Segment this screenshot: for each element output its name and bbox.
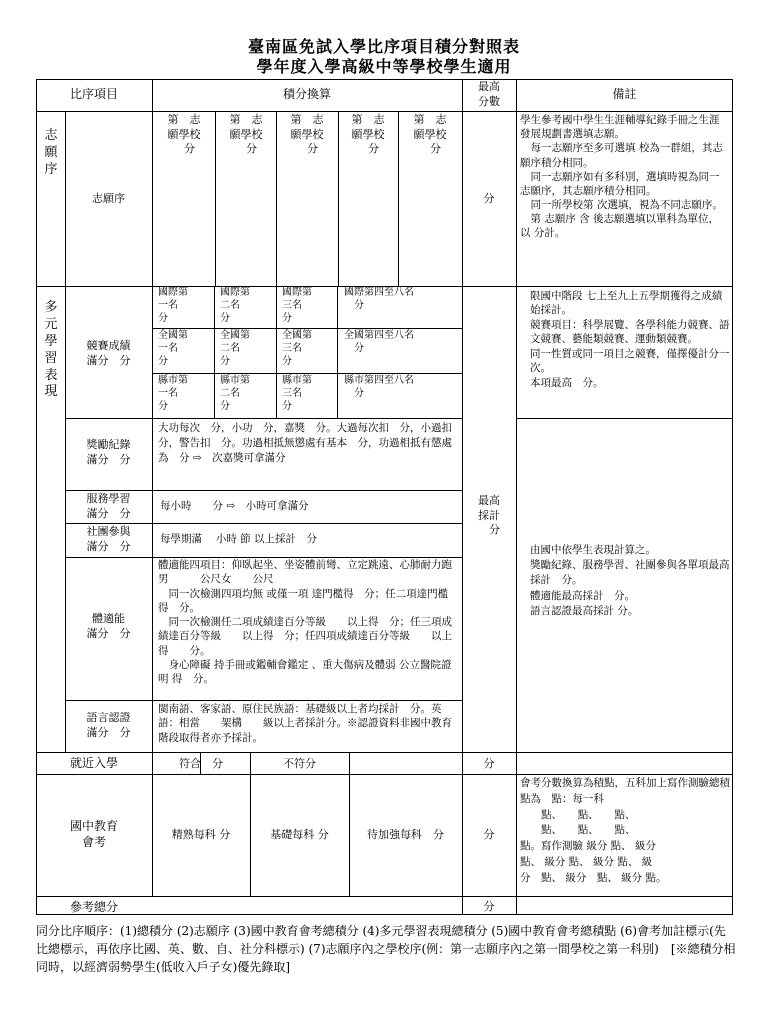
contest-cell: 全國第 二名 分 [220,330,250,367]
row-divider [36,752,733,753]
exam-level: 基礎每科 分 [270,828,329,841]
exam-level: 精熟每科 分 [171,828,231,841]
exam-label: 國中教育 會考 [69,819,118,849]
wish-option: 第 志 願學校 分 [229,113,263,156]
exam-level: 待加強每科 分 [367,828,444,841]
footnote: 同分比序順序：(1)總積分 (2)志願序 (3)國中教育會考總積分 (4)多元學習表現總積分 (5)國中教育會考總積點 (6)會考加註標示(先比總標示，再依序比國、英、數、自、社分科標示) (7)志願序內之學校序(例：第一志願序內之第一間學校之第一科別) [※總積分相同時，以經濟弱勢學生(低收入戶子女)優先錄取] [36,924,736,974]
language-label: 語言認證 滿分 分 [86,711,131,739]
diverse-remark: 由國中依學生表現計算之。 獎勵紀錄、服務學習、社團參與各單項最高採計 分。 體適能最高採計 分。 語言認證最高採計 分。 [530,544,730,617]
contest-cell: 國際第 三名 分 [282,287,312,324]
nearby-no: 不符分 [283,757,316,770]
wish-option: 第 志 願學校 分 [167,113,201,156]
club-text: 每學期滿 小時 節 以上採計 分 [160,533,318,545]
wish-option: 第 志 願學校 分 [351,113,385,156]
wish-group-label: 志 願 序 [44,128,58,177]
contest-cell: 全國第 三名 分 [282,330,312,367]
contest-cell: 縣市第 一名 分 [158,375,188,412]
diverse-max: 最高 採計 分 [478,494,500,537]
row-divider [65,700,462,701]
row-divider [65,523,462,524]
header-remark: 備註 [612,87,637,101]
contest-cell: 縣市第 二名 分 [220,375,250,412]
col-divider [214,286,215,418]
contest-cell: 全國第 一名 分 [158,330,188,367]
nearby-yes: 符合 分 [179,757,223,770]
fitness-label: 體適能 滿分 分 [86,612,131,640]
fitness-text: 體適能四項目：仰臥起坐、坐姿體前彎、立定跳遠、心肺耐力跑 男 公尺女 公尺 同一次檢測四項均無 或僅一項 達門檻得 分；任二項達門檻得 分。 同一次檢測任二項成績達百分等級 以上得 分；任三項成績達百分等級 以上得 分；任四項成績達百分等級 以上得 分。 身心障礙 持手冊或鑑輔會鑑定 、重大傷病及體弱 公立醫院證明 得 分。 [158,559,452,686]
contest-cell: 國際第 二名 分 [220,287,250,324]
wish-max: 分 [483,192,495,205]
exam-remark: 會考分數換算為積點，五科加上寫作測驗總積點為 點：每一科 點、 點、 點、 點、 點、 點、 點。寫作測驗 級分 點、 級分 點、 級分 點、 級分 點、 級 分 點、 級分 點、 級分 點。 [520,777,730,884]
row-divider [152,373,462,374]
reward-label: 獎勵紀錄 滿分 分 [86,438,131,466]
row-divider [65,418,462,419]
club-label: 社團參與 滿分 分 [86,525,131,553]
nearby-max: 分 [483,757,495,770]
header-max: 最高 分數 [478,80,500,108]
col-divider [516,79,517,915]
wish-option: 第 志 願學校 分 [290,113,324,156]
exam-max: 分 [483,828,495,841]
contest-cell: 縣市第四至八名 分 [344,375,414,399]
contest-cell: 國際第 一名 分 [158,287,188,324]
contest-cell: 全國第四至八名 分 [344,330,414,354]
col-divider [152,79,153,896]
contest-label: 競賽成績 滿分 分 [86,339,131,367]
contest-cell: 縣市第 三名 分 [282,375,312,412]
row-divider [65,490,462,491]
wish-option: 第 志 願學校 分 [413,113,447,156]
col-divider [276,286,277,418]
total-max: 分 [483,900,495,913]
contest-remark: 限國中階段 七上至九上五學期獲得之成績始採計。 競賽項目：科學展覽、各學科能力競賽、語文競賽、藝能類競賽、運動類競賽。 同一性質或同一項目之競賽，僅擇優計分一次。 本項最高 分。 [530,290,730,389]
language-text: 閩南語、客家語、原住民族語：基礎級以上者均採計 分。英語：相當 架構 級以上者採計分。※認證資料非國中教育階段取得者亦予採計。 [158,703,452,744]
wish-label: 志願序 [92,192,125,205]
nearby-label: 就近入學 [69,756,118,770]
col-divider [337,286,338,418]
row-divider [152,328,462,329]
col-divider [349,752,350,774]
row-divider [516,418,733,419]
service-label: 服務學習 滿分 分 [86,492,131,520]
col-divider [65,111,66,752]
contest-cell: 國際第四至八名 分 [344,287,414,311]
diverse-group-label: 多 元 學 習 表 現 [44,300,58,400]
reward-text: 大功每次 分，小功 分，嘉獎 分。大過每次扣 分，小過扣 分，警告扣 分。功過相抵無懲處有基本 分，功過相抵有懲處為 分 ⇨ 次嘉獎可拿滿分 [158,422,463,464]
wish-remark: 學生參考國中學生生涯輔導紀錄手冊之生涯發展規劃書選填志願。 每一志願序至多可選填 校為一群組，其志願序積分相同。 同一志願序如有多科別，選填時視為同一志願序，其志願序積分相同。 同一所學校第 次選填，視為不同志願序。 第 志願序 含 後志願選填以單科為單位，以 分計。 [520,114,723,240]
row-divider [36,896,733,897]
total-label: 參考總分 [69,900,118,914]
row-divider [36,774,733,775]
page-subtitle: 學年度入學高級中等學校學生適用 [256,57,512,76]
row-divider [36,111,733,112]
page-title: 臺南區免試入學比序項目積分對照表 [247,37,520,56]
service-text: 每小時 分 ⇨ 小時可拿滿分 [160,500,309,512]
header-conversion: 積分換算 [282,87,331,101]
header-item: 比序項目 [69,87,118,101]
